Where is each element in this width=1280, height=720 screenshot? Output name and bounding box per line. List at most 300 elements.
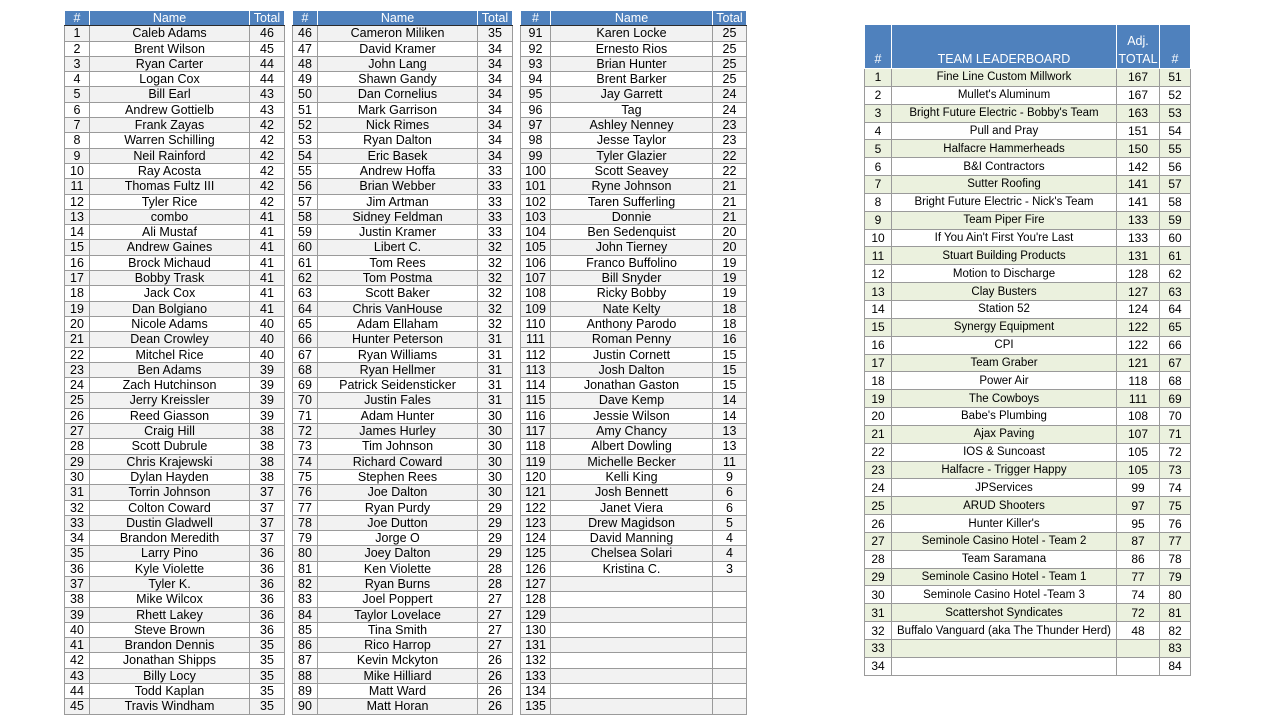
- column-gap: [285, 622, 293, 637]
- player-num-cell: 102: [521, 194, 551, 209]
- column-gap: [285, 500, 293, 515]
- player-num-cell: 38: [65, 592, 90, 607]
- team-col-header-adj-total: [1117, 25, 1160, 69]
- player-num-cell: 68: [293, 362, 318, 377]
- column-gap: [513, 148, 521, 163]
- player-name-cell: Tyler Glazier: [551, 148, 713, 163]
- team-adj-total-cell: 107: [1117, 425, 1160, 443]
- team-team-name-cell: Hunter Killer's: [892, 515, 1117, 533]
- table-row: [65, 72, 747, 87]
- player-total-cell: 42: [250, 194, 285, 209]
- team-num-cell: 60: [1160, 229, 1191, 247]
- table-row: [65, 378, 747, 393]
- player-name-cell: Ernesto Rios: [551, 41, 713, 56]
- player-name-cell: Ben Adams: [90, 362, 250, 377]
- player-num-cell: 47: [293, 41, 318, 56]
- player-num-cell: 80: [293, 546, 318, 561]
- player-num-cell: 112: [521, 347, 551, 362]
- player-total-cell: 41: [250, 271, 285, 286]
- team-row: [865, 479, 1191, 497]
- player-num-cell: 14: [65, 225, 90, 240]
- player-num-cell: 124: [521, 531, 551, 546]
- team-row: [865, 461, 1191, 479]
- team-team-name-cell: Pull and Pray: [892, 122, 1117, 140]
- column-gap: [513, 546, 521, 561]
- player-total-cell: 31: [478, 393, 513, 408]
- column-gap: [285, 41, 293, 56]
- team-team-name-cell: Power Air: [892, 372, 1117, 390]
- team-team-name-cell: Fine Line Custom Millwork: [892, 69, 1117, 87]
- player-name-cell: Brock Michaud: [90, 255, 250, 270]
- player-total-cell: 22: [713, 148, 747, 163]
- player-num-cell: 54: [293, 148, 318, 163]
- team-row: [865, 515, 1191, 533]
- player-num-cell: 73: [293, 439, 318, 454]
- player-name-cell: Roman Penny: [551, 332, 713, 347]
- player-name-cell: Josh Bennett: [551, 485, 713, 500]
- player-name-cell: Dave Kemp: [551, 393, 713, 408]
- player-num-cell: 83: [293, 592, 318, 607]
- player-total-cell: 39: [250, 408, 285, 423]
- table-row: [65, 699, 747, 714]
- player-num-cell: 58: [293, 209, 318, 224]
- player-name-cell: Joel Poppert: [318, 592, 478, 607]
- team-leaderboard-table: [864, 24, 1191, 676]
- player-name-cell: Mike Wilcox: [90, 592, 250, 607]
- player-total-cell: 36: [250, 592, 285, 607]
- column-gap: [513, 347, 521, 362]
- table-row: [65, 133, 747, 148]
- player-num-cell: 26: [65, 408, 90, 423]
- col-header-total: Total: [478, 11, 513, 26]
- column-gap: [513, 485, 521, 500]
- adj-label: Adj.: [1127, 34, 1149, 48]
- col-header-total: Total: [713, 11, 747, 26]
- player-name-cell: [551, 622, 713, 637]
- player-total-cell: 34: [478, 41, 513, 56]
- player-name-cell: [551, 592, 713, 607]
- player-num-cell: 109: [521, 301, 551, 316]
- team-num-cell: 65: [1160, 318, 1191, 336]
- player-total-cell: 46: [250, 26, 285, 41]
- team-adj-total-cell: 122: [1117, 336, 1160, 354]
- player-num-cell: 99: [521, 148, 551, 163]
- player-name-cell: Libert C.: [318, 240, 478, 255]
- column-gap: [285, 102, 293, 117]
- players-header-row: [65, 11, 747, 26]
- column-gap: [513, 271, 521, 286]
- player-name-cell: Hunter Peterson: [318, 332, 478, 347]
- column-gap: [513, 316, 521, 331]
- player-name-cell: Steve Brown: [90, 622, 250, 637]
- team-team-name-cell: Team Graber: [892, 354, 1117, 372]
- player-name-cell: Tom Rees: [318, 255, 478, 270]
- player-name-cell: Donnie: [551, 209, 713, 224]
- column-gap: [513, 653, 521, 668]
- team-adj-total-cell: 127: [1117, 283, 1160, 301]
- team-team-name-cell: IOS & Suncoast: [892, 443, 1117, 461]
- team-row: [865, 104, 1191, 122]
- team-num-cell: 53: [1160, 104, 1191, 122]
- player-total-cell: 16: [713, 332, 747, 347]
- players-body: [65, 26, 747, 714]
- team-team-name-cell: Mullet's Aluminum: [892, 86, 1117, 104]
- player-name-cell: Tyler Rice: [90, 194, 250, 209]
- player-name-cell: Adam Hunter: [318, 408, 478, 423]
- player-total-cell: 35: [250, 684, 285, 699]
- player-num-cell: 2: [65, 41, 90, 56]
- player-num-cell: 55: [293, 163, 318, 178]
- team-rank-cell: 5: [865, 140, 892, 158]
- table-row: [65, 41, 747, 56]
- player-name-cell: Sidney Feldman: [318, 209, 478, 224]
- column-gap: [285, 668, 293, 683]
- col-header-num: #: [521, 11, 551, 26]
- table-row: [65, 592, 747, 607]
- team-adj-total-cell: 97: [1117, 497, 1160, 515]
- team-adj-total-cell: 121: [1117, 354, 1160, 372]
- player-num-cell: 103: [521, 209, 551, 224]
- team-rank-cell: 34: [865, 657, 892, 675]
- column-gap: [285, 11, 293, 26]
- team-row: [865, 604, 1191, 622]
- team-row: [865, 408, 1191, 426]
- player-name-cell: [551, 653, 713, 668]
- table-row: [65, 56, 747, 71]
- player-total-cell: 44: [250, 72, 285, 87]
- player-total-cell: 25: [713, 72, 747, 87]
- team-rank-cell: 15: [865, 318, 892, 336]
- player-name-cell: Reed Giasson: [90, 408, 250, 423]
- team-team-name-cell: Ajax Paving: [892, 425, 1117, 443]
- column-gap: [285, 561, 293, 576]
- player-name-cell: Ashley Nenney: [551, 118, 713, 133]
- player-total-cell: 40: [250, 347, 285, 362]
- player-name-cell: combo: [90, 209, 250, 224]
- player-num-cell: 52: [293, 118, 318, 133]
- player-num-cell: 71: [293, 408, 318, 423]
- player-num-cell: 100: [521, 163, 551, 178]
- team-team-name-cell: Synergy Equipment: [892, 318, 1117, 336]
- individual-standings-table: [64, 10, 747, 715]
- player-name-cell: Ryne Johnson: [551, 179, 713, 194]
- player-num-cell: 35: [65, 546, 90, 561]
- table-row: [65, 26, 747, 41]
- team-adj-total-cell: 108: [1117, 408, 1160, 426]
- team-adj-total-cell: 118: [1117, 372, 1160, 390]
- player-num-cell: 41: [65, 638, 90, 653]
- column-gap: [513, 209, 521, 224]
- player-total-cell: 23: [713, 133, 747, 148]
- player-name-cell: Bill Snyder: [551, 271, 713, 286]
- player-name-cell: Andrew Hoffa: [318, 163, 478, 178]
- team-team-name-cell: The Cowboys: [892, 390, 1117, 408]
- player-total-cell: 42: [250, 148, 285, 163]
- player-num-cell: 29: [65, 454, 90, 469]
- column-gap: [513, 576, 521, 591]
- player-total-cell: 40: [250, 316, 285, 331]
- team-adj-total-cell: 87: [1117, 532, 1160, 550]
- column-gap: [285, 225, 293, 240]
- table-row: [65, 271, 747, 286]
- player-name-cell: Jorge O: [318, 531, 478, 546]
- column-gap: [285, 209, 293, 224]
- player-num-cell: 23: [65, 362, 90, 377]
- player-total-cell: 14: [713, 408, 747, 423]
- team-rank-cell: 28: [865, 550, 892, 568]
- player-num-cell: 123: [521, 515, 551, 530]
- player-num-cell: 72: [293, 424, 318, 439]
- player-num-cell: 18: [65, 286, 90, 301]
- player-total-cell: 14: [713, 393, 747, 408]
- team-row: [865, 443, 1191, 461]
- team-rank-cell: 24: [865, 479, 892, 497]
- player-total-cell: 18: [713, 316, 747, 331]
- team-adj-total-cell: 151: [1117, 122, 1160, 140]
- player-name-cell: Adam Ellaham: [318, 316, 478, 331]
- team-adj-total-cell: 128: [1117, 265, 1160, 283]
- player-name-cell: Nate Kelty: [551, 301, 713, 316]
- team-rank-cell: 10: [865, 229, 892, 247]
- player-name-cell: Ali Mustaf: [90, 225, 250, 240]
- player-total-cell: 40: [250, 332, 285, 347]
- player-total-cell: 33: [478, 179, 513, 194]
- player-total-cell: 18: [713, 301, 747, 316]
- table-row: [65, 179, 747, 194]
- player-name-cell: [551, 607, 713, 622]
- team-adj-total-cell: 167: [1117, 69, 1160, 87]
- player-total-cell: 21: [713, 209, 747, 224]
- player-name-cell: Bobby Trask: [90, 271, 250, 286]
- player-total-cell: 28: [478, 561, 513, 576]
- player-total-cell: 34: [478, 118, 513, 133]
- table-row: [65, 424, 747, 439]
- player-total-cell: 43: [250, 102, 285, 117]
- player-num-cell: 56: [293, 179, 318, 194]
- player-name-cell: Chris Krajewski: [90, 454, 250, 469]
- player-name-cell: Joey Dalton: [318, 546, 478, 561]
- player-num-cell: 36: [65, 561, 90, 576]
- team-rank-cell: 13: [865, 283, 892, 301]
- team-rank-cell: 16: [865, 336, 892, 354]
- player-name-cell: Jesse Taylor: [551, 133, 713, 148]
- player-num-cell: 30: [65, 469, 90, 484]
- player-total-cell: 27: [478, 607, 513, 622]
- player-name-cell: Frank Zayas: [90, 118, 250, 133]
- player-name-cell: Taren Sufferling: [551, 194, 713, 209]
- player-num-cell: 24: [65, 378, 90, 393]
- player-name-cell: Mitchel Rice: [90, 347, 250, 362]
- table-row: [65, 194, 747, 209]
- column-gap: [285, 378, 293, 393]
- player-name-cell: Tag: [551, 102, 713, 117]
- team-num-cell: 51: [1160, 69, 1191, 87]
- team-adj-total-cell: 141: [1117, 193, 1160, 211]
- player-name-cell: Dustin Gladwell: [90, 515, 250, 530]
- player-num-cell: 98: [521, 133, 551, 148]
- column-gap: [285, 469, 293, 484]
- player-name-cell: Warren Schilling: [90, 133, 250, 148]
- player-name-cell: Josh Dalton: [551, 362, 713, 377]
- player-name-cell: Brent Barker: [551, 72, 713, 87]
- player-name-cell: Albert Dowling: [551, 439, 713, 454]
- team-num-cell: 61: [1160, 247, 1191, 265]
- teams-body: [865, 69, 1191, 676]
- player-name-cell: Joe Dalton: [318, 485, 478, 500]
- column-gap: [513, 102, 521, 117]
- player-total-cell: [713, 592, 747, 607]
- team-rank-cell: 17: [865, 354, 892, 372]
- player-name-cell: Jonathan Gaston: [551, 378, 713, 393]
- player-name-cell: Kelli King: [551, 469, 713, 484]
- column-gap: [513, 286, 521, 301]
- player-total-cell: 19: [713, 255, 747, 270]
- team-col-header-num: #: [1160, 25, 1191, 69]
- team-num-cell: 52: [1160, 86, 1191, 104]
- table-row: [65, 454, 747, 469]
- team-num-cell: 56: [1160, 158, 1191, 176]
- team-team-name-cell: Babe's Plumbing: [892, 408, 1117, 426]
- team-num-cell: 76: [1160, 515, 1191, 533]
- team-team-name-cell: Halfacre - Trigger Happy: [892, 461, 1117, 479]
- player-num-cell: 63: [293, 286, 318, 301]
- team-adj-total-cell: 77: [1117, 568, 1160, 586]
- player-total-cell: 39: [250, 378, 285, 393]
- player-total-cell: 27: [478, 638, 513, 653]
- team-adj-total-cell: 133: [1117, 211, 1160, 229]
- team-team-name-cell: Scattershot Syndicates: [892, 604, 1117, 622]
- player-total-cell: 27: [478, 592, 513, 607]
- column-gap: [285, 163, 293, 178]
- player-name-cell: Franco Buffolino: [551, 255, 713, 270]
- player-num-cell: 57: [293, 194, 318, 209]
- team-adj-total-cell: 95: [1117, 515, 1160, 533]
- player-total-cell: 6: [713, 500, 747, 515]
- table-row: [65, 209, 747, 224]
- player-num-cell: 129: [521, 607, 551, 622]
- player-num-cell: 19: [65, 301, 90, 316]
- column-gap: [285, 546, 293, 561]
- team-num-cell: 59: [1160, 211, 1191, 229]
- player-num-cell: 11: [65, 179, 90, 194]
- player-num-cell: 74: [293, 454, 318, 469]
- player-num-cell: 67: [293, 347, 318, 362]
- column-gap: [285, 133, 293, 148]
- team-team-name-cell: Station 52: [892, 300, 1117, 318]
- player-name-cell: Andrew Gottielb: [90, 102, 250, 117]
- column-gap: [285, 179, 293, 194]
- player-total-cell: 35: [250, 699, 285, 714]
- player-name-cell: Taylor Lovelace: [318, 607, 478, 622]
- player-name-cell: Tom Postma: [318, 271, 478, 286]
- player-num-cell: 17: [65, 271, 90, 286]
- team-num-cell: 58: [1160, 193, 1191, 211]
- column-gap: [513, 469, 521, 484]
- player-name-cell: Ryan Burns: [318, 576, 478, 591]
- player-name-cell: Ryan Carter: [90, 56, 250, 71]
- player-total-cell: 31: [478, 347, 513, 362]
- player-name-cell: Neil Rainford: [90, 148, 250, 163]
- player-num-cell: 16: [65, 255, 90, 270]
- column-gap: [285, 286, 293, 301]
- player-num-cell: 126: [521, 561, 551, 576]
- player-num-cell: 81: [293, 561, 318, 576]
- team-rank-cell: 11: [865, 247, 892, 265]
- player-name-cell: Justin Kramer: [318, 225, 478, 240]
- player-num-cell: 48: [293, 56, 318, 71]
- player-num-cell: 46: [293, 26, 318, 41]
- column-gap: [285, 26, 293, 41]
- player-total-cell: 23: [713, 118, 747, 133]
- column-gap: [513, 133, 521, 148]
- team-rank-cell: 25: [865, 497, 892, 515]
- player-name-cell: Drew Magidson: [551, 515, 713, 530]
- team-rank-cell: 23: [865, 461, 892, 479]
- player-total-cell: 28: [478, 576, 513, 591]
- player-total-cell: [713, 653, 747, 668]
- player-total-cell: 39: [250, 393, 285, 408]
- team-row: [865, 372, 1191, 390]
- team-rank-cell: 7: [865, 176, 892, 194]
- player-total-cell: 27: [478, 622, 513, 637]
- table-row: [65, 500, 747, 515]
- column-gap: [285, 439, 293, 454]
- column-gap: [285, 424, 293, 439]
- player-name-cell: Anthony Parodo: [551, 316, 713, 331]
- column-gap: [285, 56, 293, 71]
- team-row: [865, 300, 1191, 318]
- column-gap: [285, 408, 293, 423]
- player-name-cell: Shawn Gandy: [318, 72, 478, 87]
- team-row: [865, 122, 1191, 140]
- player-num-cell: 120: [521, 469, 551, 484]
- player-num-cell: 104: [521, 225, 551, 240]
- player-name-cell: Jonathan Shipps: [90, 653, 250, 668]
- player-num-cell: 132: [521, 653, 551, 668]
- table-row: [65, 408, 747, 423]
- player-num-cell: 86: [293, 638, 318, 653]
- player-num-cell: 119: [521, 454, 551, 469]
- player-total-cell: 36: [250, 576, 285, 591]
- player-num-cell: 60: [293, 240, 318, 255]
- column-gap: [285, 240, 293, 255]
- player-total-cell: 45: [250, 41, 285, 56]
- team-rank-cell: 8: [865, 193, 892, 211]
- team-team-name-cell: Bright Future Electric - Bobby's Team: [892, 104, 1117, 122]
- player-num-cell: 128: [521, 592, 551, 607]
- column-gap: [285, 362, 293, 377]
- team-row: [865, 550, 1191, 568]
- team-row: [865, 176, 1191, 194]
- table-row: [65, 561, 747, 576]
- player-num-cell: 77: [293, 500, 318, 515]
- player-name-cell: Matt Horan: [318, 699, 478, 714]
- player-name-cell: [551, 638, 713, 653]
- player-name-cell: Brian Hunter: [551, 56, 713, 71]
- player-total-cell: 34: [478, 72, 513, 87]
- player-name-cell: James Hurley: [318, 424, 478, 439]
- player-name-cell: Karen Locke: [551, 26, 713, 41]
- column-gap: [513, 240, 521, 255]
- player-num-cell: 78: [293, 515, 318, 530]
- team-row: [865, 140, 1191, 158]
- player-total-cell: 24: [713, 87, 747, 102]
- player-num-cell: 39: [65, 607, 90, 622]
- column-gap: [513, 638, 521, 653]
- player-name-cell: Nicole Adams: [90, 316, 250, 331]
- player-num-cell: 97: [521, 118, 551, 133]
- player-total-cell: [713, 699, 747, 714]
